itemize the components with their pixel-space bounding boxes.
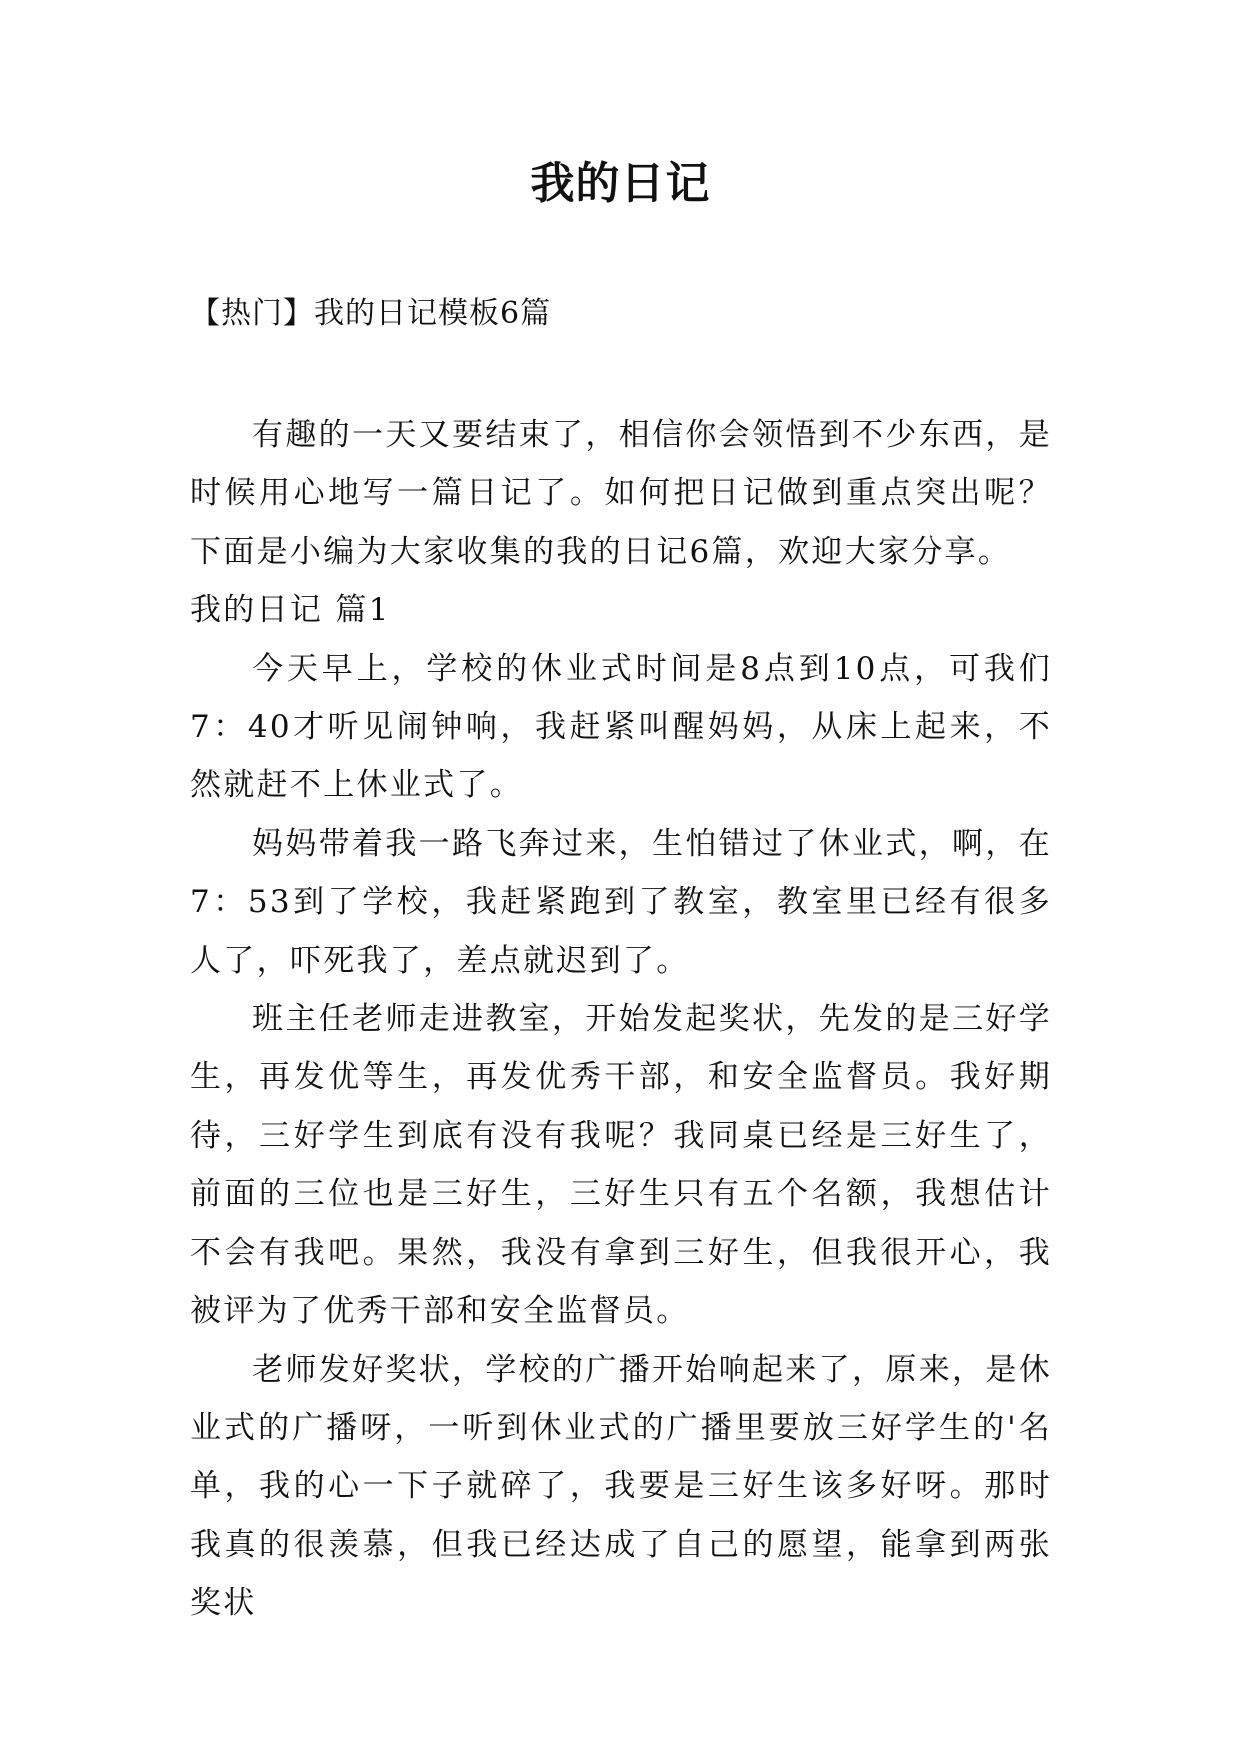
document-title: 我的日记 — [530, 158, 711, 209]
body-paragraph-2: 妈妈带着我一路飞奔过来，生怕错过了休业式，啊，在7：53到了学校，我赶紧跑到了教室，教室里已经有很多人了，吓死我了，差点就迟到了。 — [190, 825, 1052, 979]
body-paragraph-1: 今天早上，学校的休业式时间是8点到10点，可我们7：40才听见闹钟响，我赶紧叫醒妈妈，从床上起来，不然就赶不上休业式了。 — [190, 650, 1052, 804]
body-paragraph-3: 班主任老师走进教室，开始发起奖状，先发的是三好学生，再发优等生，再发优秀干部，和安全监督员。我好期待，三好学生到底有没有我呢？我同桌已经是三好生了，前面的三位也是三好生，三好生只有五个名额，我想估计不会有我吧。果然，我没有拿到三好生，但我很开心，我被评为了优秀干部和安全监督员。 — [190, 1001, 1052, 1330]
document-subtitle: 【热门】我的日记模板6篇 — [190, 296, 552, 331]
intro-paragraph: 有趣的一天又要结束了，相信你会领悟到不少东西，是时候用心地写一篇日记了。如何把日记做到重点突出呢？下面是小编为大家收集的我的日记6篇，欢迎大家分享。 — [190, 417, 1052, 570]
document-body — [190, 406, 1052, 1633]
section-heading: 我的日记 篇1 — [190, 592, 391, 629]
body-paragraph-4: 老师发好奖状，学校的广播开始响起来了，原来，是休业式的广播呀，一听到休业式的广播里要放三好学生的'名单，我的心一下子就碎了，我要是三好生该多好呀。那时我真的很羡慕，但我已经达成了自己的愿望，能拿到两张奖状 — [190, 1351, 1052, 1622]
